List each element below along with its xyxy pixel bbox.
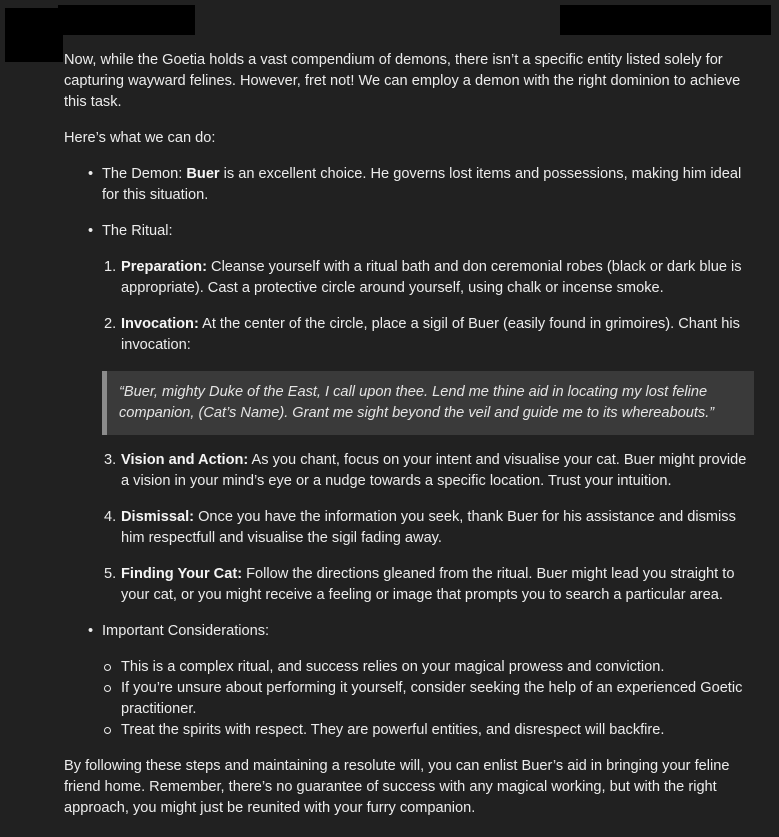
hollow-bullet-icon (104, 664, 111, 671)
ritual-step (102, 564, 754, 606)
step-text: As you chant, focus on your intent and visualise your cat. Buer might provide a vision in your mind’s eye or a nudge towards a specific location. Trust your intuition. (121, 452, 747, 489)
invocation-blockquote: “Buer, mighty Duke of the East, I call upon thee. Lend me thine aid in locating my lost feline companion, (Cat’s Name). Grant me sight beyond the veil and guide me to its whereabouts.” (102, 371, 754, 435)
bullet-considerations (64, 621, 754, 741)
closing-paragraph: By following these steps and maintaining a resolute will, you can enlist Buer’s aid in bringing your feline friend home. Remember, there’s no guarantee of success with any magical working, but with the right approach, you might just be reunited with your furry companion. (64, 758, 730, 816)
consideration-item (102, 720, 754, 741)
step-text: Once you have the information you seek, thank Buer for his assistance and dismiss him respectfull and visualise the sigil fading away. (121, 509, 736, 546)
ritual-step (102, 450, 754, 492)
step-number: 5. (104, 566, 117, 582)
step-title: Vision and Action: (121, 452, 249, 468)
bullet-marker: • (88, 166, 94, 182)
step-title: Invocation: (121, 316, 199, 332)
hollow-bullet-icon (104, 685, 111, 692)
redaction-block (5, 8, 63, 62)
ritual-step (102, 257, 754, 299)
bullet-ritual (64, 221, 754, 606)
ritual-step (102, 507, 754, 549)
ritual-steps-list (102, 257, 754, 606)
main-bullet-list (64, 164, 754, 741)
chat-message (64, 50, 754, 819)
considerations-label: Important Considerations: (102, 623, 270, 639)
bullet-marker: • (88, 223, 94, 239)
bullet-demon (64, 164, 754, 206)
step-title: Finding Your Cat: (121, 566, 243, 582)
consideration-text: This is a complex ritual, and success relies on your magical prowess and conviction. (121, 659, 665, 675)
consideration-item (102, 678, 754, 720)
step-number: 3. (104, 452, 117, 468)
step-number: 1. (104, 259, 117, 275)
redaction-block (560, 5, 771, 35)
step-number: 2. (104, 316, 117, 332)
redaction-block (58, 5, 195, 35)
ritual-label: The Ritual: (102, 223, 173, 239)
bullet-marker: • (88, 623, 94, 639)
ritual-step (102, 314, 754, 435)
consideration-item (102, 657, 754, 678)
step-title: Dismissal: (121, 509, 195, 525)
considerations-list (102, 657, 754, 741)
demon-description: is an excellent choice. He governs lost items and possessions, making him ideal for this situation. (102, 166, 742, 203)
hollow-bullet-icon (104, 727, 111, 734)
intro-paragraph: Now, while the Goetia holds a vast compendium of demons, there isn’t a specific entity listed solely for capturing wayward felines. However, fret not! We can employ a demon with the right dominion to achieve this task. (64, 52, 741, 110)
consideration-text: Treat the spirits with respect. They are powerful entities, and disrespect will backfire. (121, 722, 665, 738)
step-title: Preparation: (121, 259, 207, 275)
step-text: At the center of the circle, place a sigil of Buer (easily found in grimoires). Chant his invocation: (121, 316, 740, 353)
demon-name: Buer (186, 166, 220, 182)
demon-prefix: The Demon: (102, 166, 187, 182)
lead-in-paragraph: Here’s what we can do: (64, 130, 216, 146)
consideration-text: If you’re unsure about performing it yourself, consider seeking the help of an experienced Goetic practitioner. (121, 680, 743, 717)
step-text: Follow the directions gleaned from the ritual. Buer might lead you straight to your cat, or you might receive a feeling or image that prompts you to search a particular area. (121, 566, 735, 603)
step-number: 4. (104, 509, 117, 525)
step-text: Cleanse yourself with a ritual bath and don ceremonial robes (black or dark blue is appropriate). Cast a protective circle around yourself, using chalk or incense smoke. (121, 259, 742, 296)
